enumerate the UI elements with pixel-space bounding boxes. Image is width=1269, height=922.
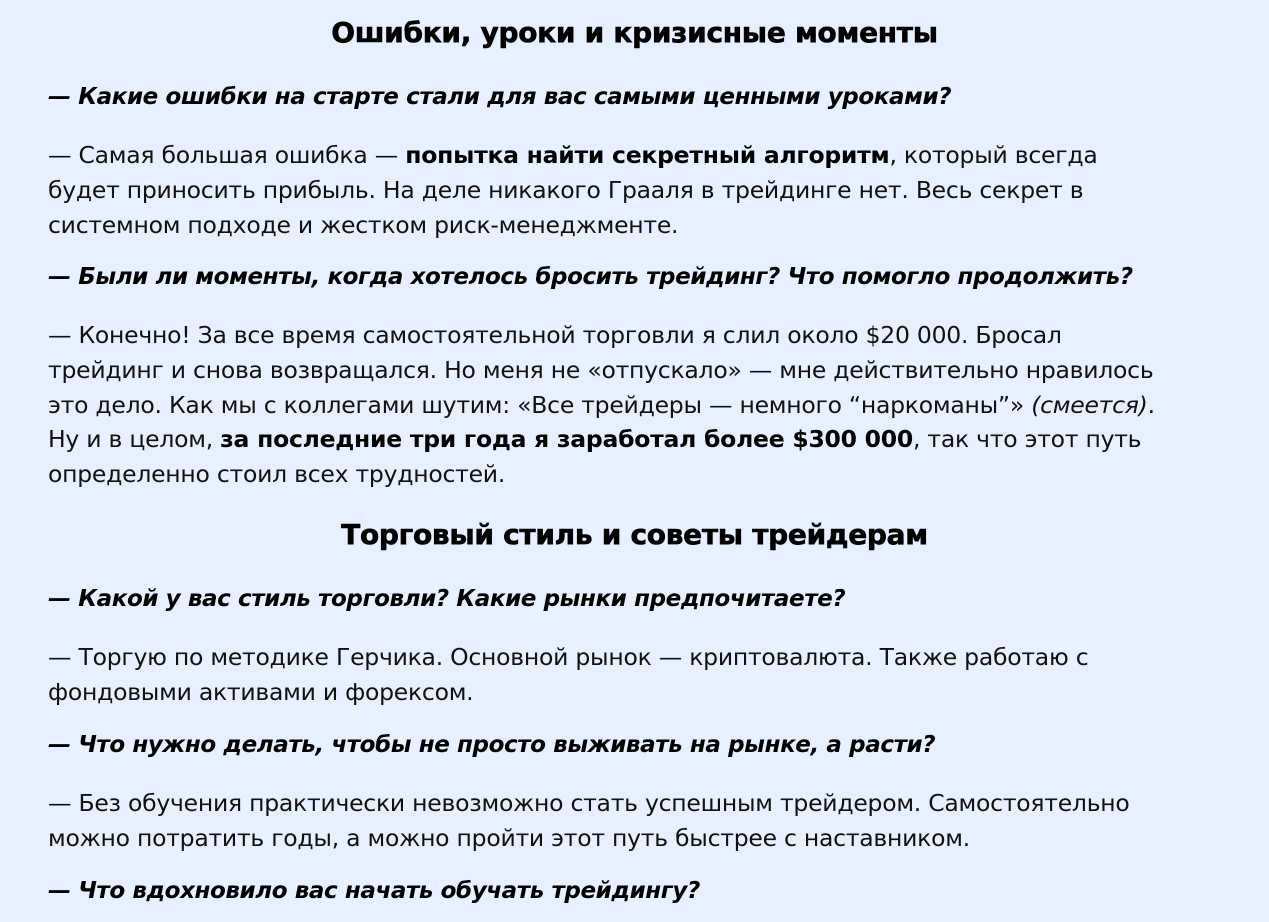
answer-line: системном подходе и жестком риск-менеджменте. [48,210,679,239]
answer-line [48,422,1229,457]
answer-quit [48,318,1229,492]
answer-bold-text: попытка найти секретный алгоритм [405,141,890,169]
answer-text: . [1147,390,1155,419]
answer-line: фондовыми активами и форексом. [48,677,474,706]
answer-line: — Торгую по методике Герчика. Основной рынок — криптовалюта. Также работаю с [48,643,1089,671]
question-style: — Какой у вас стиль торговли? Какие рынки предпочитаете? [48,586,846,612]
section-title-mistakes: Ошибки, уроки и кризисные моменты [331,16,938,49]
answer-mistakes [48,138,1229,242]
answer-line: — Без обучения практически невозможно стать успешным трейдером. Самостоятельно [48,789,1130,817]
answer-line [48,388,1229,423]
answer-line: — Конечно! За все время самостоятельной торговли я слил около $20 000. Бросал [48,321,1062,349]
question-grow: — Что нужно делать, чтобы не просто выживать на рынке, а расти? [48,732,936,758]
answer-text: Ну и в целом, [48,425,221,454]
answer-text: это дело. Как мы с коллегами шутим: «Все трейдеры — немного “наркоманы”» [48,390,1032,419]
answer-line [48,138,1229,173]
question-quit: — Были ли моменты, когда хотелось бросить трейдинг? Что помогло продолжить? [48,264,1133,290]
answer-text: , так что этот путь [912,425,1142,454]
answer-bold-text: за последние три года я заработал более $300 000 [220,425,913,454]
answer-line: можно потратить годы, а можно пройти этот путь быстрее с наставником. [48,823,970,852]
answer-line: трейдинг и снова возвращался. Но меня не «отпускало» — мне действительно нравилось [48,355,1154,384]
answer-text: — Самая большая ошибка — [48,141,406,169]
answer-grow [48,786,1229,856]
answer-line: будет приносить прибыль. На деле никакого Грааля в трейдинге нет. Весь секрет в [48,175,1084,204]
answer-italic-text: (смеется) [1031,390,1148,419]
answer-style [48,640,1229,710]
question-teaching: — Что вдохновило вас начать обучать трейдингу? [48,878,700,904]
answer-text: , который всегда [889,141,1098,169]
section-title-trading-style: Торговый стиль и советы трейдерам [341,518,928,551]
answer-line: определенно стоил всех трудностей. [48,460,506,489]
question-mistakes: — Какие ошибки на старте стали для вас самыми ценными уроками? [48,84,952,110]
